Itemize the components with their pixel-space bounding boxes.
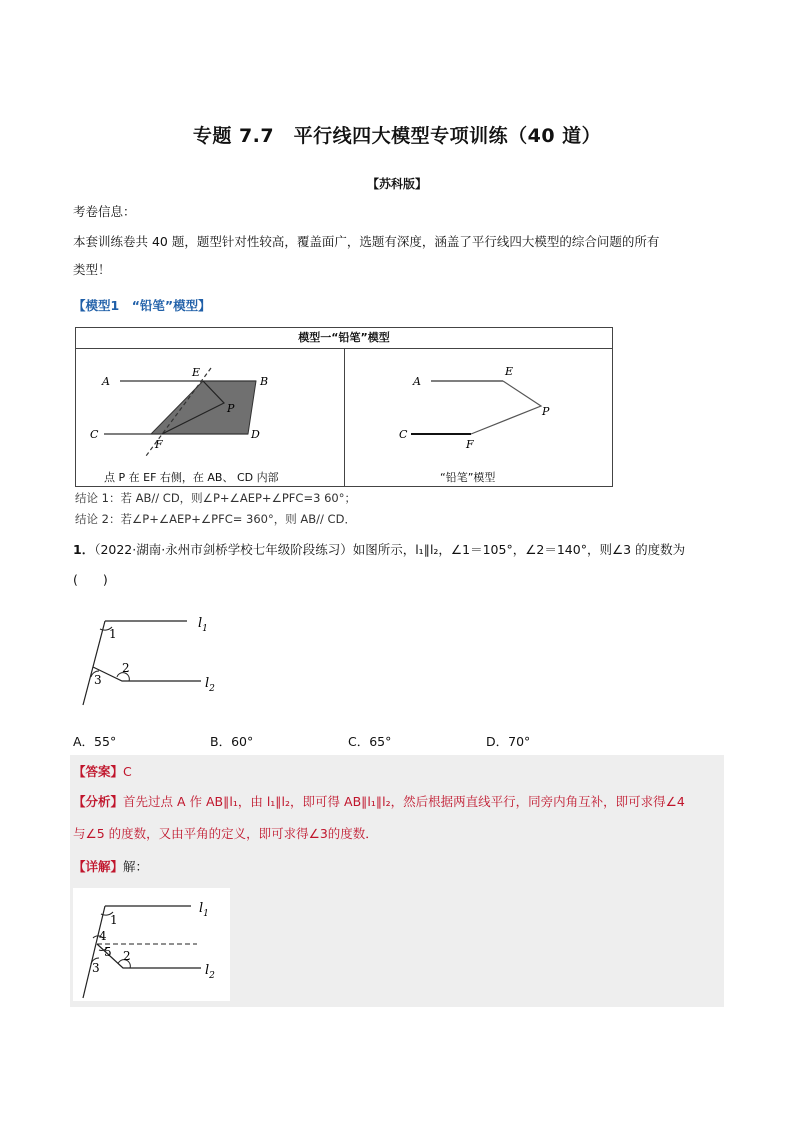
label-d: D — [251, 428, 260, 441]
label-c: C — [399, 428, 408, 441]
line-l2-bend — [93, 667, 201, 681]
answer-value: C — [123, 764, 132, 779]
answer-line — [73, 760, 132, 783]
analysis-label: 【分析】 — [73, 794, 124, 809]
angle-label-2: 2 — [123, 949, 131, 963]
analysis-line-1 — [73, 790, 723, 813]
option-c[interactable]: C．65° — [348, 734, 392, 749]
angle-label-2: 2 — [122, 661, 130, 675]
label-p: P — [542, 405, 550, 418]
label-f: F — [466, 438, 474, 451]
analysis-line-2: 与∠5 的度数，又由平角的定义，即可求得∠3的度数． — [73, 826, 378, 841]
transversal-line — [83, 621, 105, 705]
conclusion-1: 结论 1：若 AB// CD，则∠P+∠AEP+∠PFC=3 60°； — [75, 491, 356, 505]
exam-info-label: 考卷信息： — [73, 204, 136, 219]
option-d[interactable]: D．70° — [486, 734, 531, 749]
label-f: F — [155, 438, 163, 451]
angle-label-1: 1 — [110, 913, 118, 927]
angle-label-3: 3 — [92, 961, 100, 975]
left-pencil-figure — [76, 348, 344, 487]
line-l2-bend — [97, 944, 201, 968]
intro-line-2: 类型！ — [73, 262, 111, 277]
label-a: A — [102, 375, 110, 388]
angle-label-4: 4 — [99, 929, 107, 943]
detail-line — [73, 855, 148, 878]
analysis-text-1: 首先过点 A 作 AB∥l₁，由 l₁∥l₂，即可得 AB∥l₁∥l₂，然后根据两直线平行，同旁内角互补，即可求得∠4 — [123, 794, 685, 809]
label-e: E — [192, 366, 201, 379]
label-l2: $l_2$ — [205, 963, 215, 981]
solution-figure — [73, 888, 230, 1001]
conclusion-2: 结论 2：若∠P+∠AEP+∠PFC= 360°，则 AB// CD． — [75, 512, 356, 526]
shaded-region — [151, 381, 256, 434]
question-text: （2022·湖南·永州市剑桥学校七年级阶段练习）如图所示，l₁∥l₂，∠1＝105°，∠2＝140°，则∠3 的度数为 — [94, 542, 686, 557]
label-c: C — [90, 428, 99, 441]
label-p: P — [227, 402, 235, 415]
pencil-tip — [471, 381, 541, 434]
angle-label-3: 3 — [94, 673, 102, 687]
question-number: 1． — [73, 542, 95, 557]
question-figure — [75, 605, 235, 715]
label-l1: $l_1$ — [198, 616, 208, 634]
intro-line-1: 本套训练卷共 40 题，题型针对性较高，覆盖面广，选题有深度，涵盖了平行线四大模型的综合问题的所有 — [73, 234, 660, 249]
label-b: B — [260, 375, 269, 388]
angle-label-1: 1 — [109, 627, 117, 641]
solution-figure-box — [73, 888, 230, 1001]
option-b[interactable]: B．60° — [210, 734, 254, 749]
detail-label: 【详解】 — [73, 859, 124, 874]
detail-text: 解： — [123, 859, 149, 874]
page-title: 专题 7.7 平行线四大模型专项训练（40 道） — [192, 125, 602, 147]
label-l2: $l_2$ — [205, 676, 215, 694]
edition-label: 【苏科版】 — [366, 177, 427, 191]
label-e: E — [505, 365, 514, 378]
transversal-line — [83, 906, 105, 998]
answer-label: 【答案】 — [73, 764, 124, 779]
right-caption: “铅笔”模型 — [440, 471, 496, 484]
question-1 — [73, 538, 733, 561]
option-a[interactable]: A．55° — [73, 734, 117, 749]
answer-blank: ( ) — [73, 572, 108, 587]
right-pencil-figure — [345, 348, 613, 487]
model-table — [75, 327, 613, 487]
model-table-header: 模型一“铅笔”模型 — [76, 328, 612, 349]
angle-label-5: 5 — [104, 945, 112, 959]
left-caption: 点 P 在 EF 右侧，在 AB、 CD 内部 — [104, 471, 279, 484]
label-l1: $l_1$ — [199, 901, 209, 919]
label-a: A — [413, 375, 421, 388]
model1-heading: 【模型1 “铅笔”模型】 — [73, 298, 211, 313]
